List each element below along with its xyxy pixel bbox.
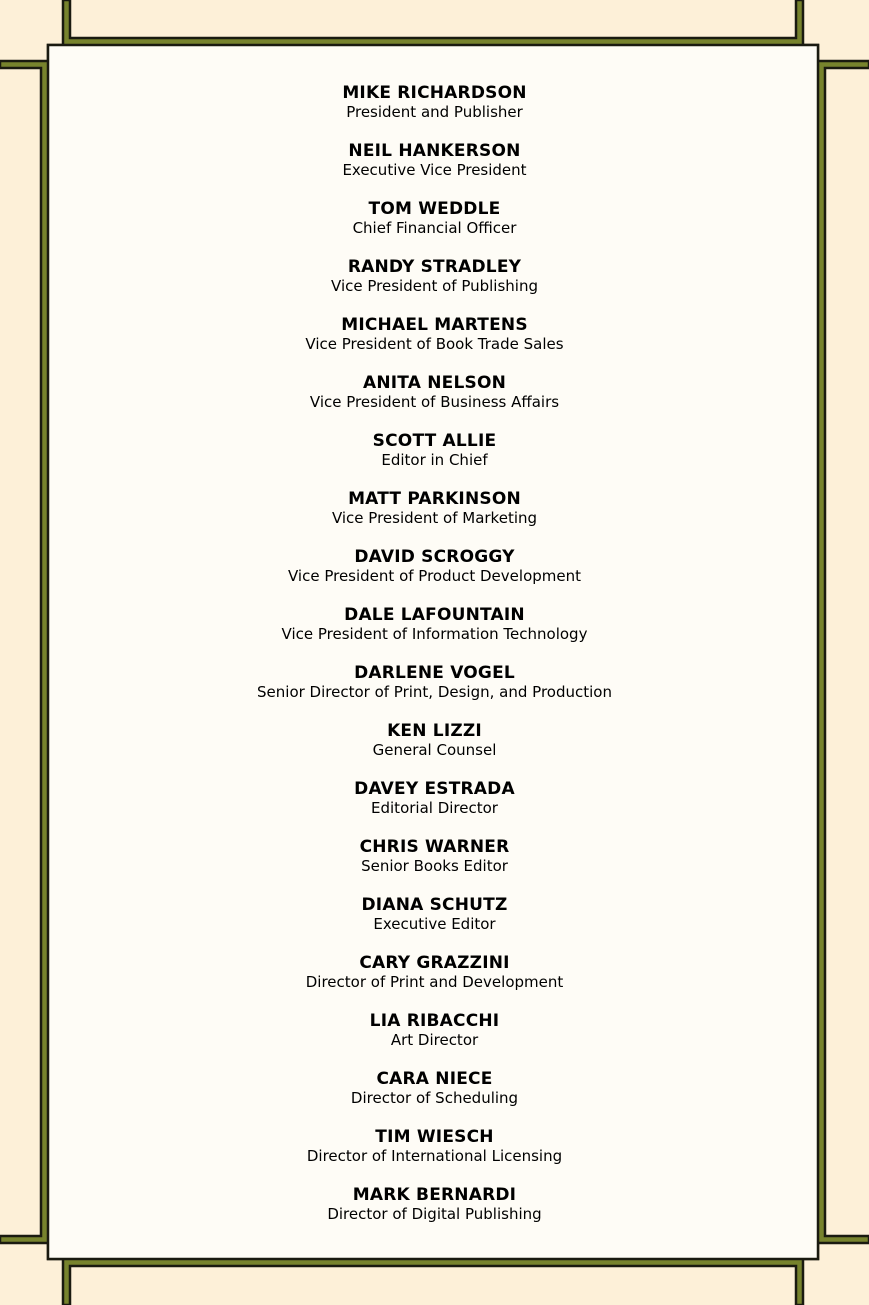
staff-name: SCOTT ALLIE [372, 431, 497, 451]
staff-title: Chief Financial Officer [352, 219, 517, 237]
staff-credit [48, 315, 821, 373]
staff-title: Vice President of Product Development [287, 567, 581, 585]
staff-title: Vice President of Book Trade Sales [305, 335, 564, 353]
staff-title: Vice President of Information Technology [281, 625, 588, 643]
staff-name: MARK BERNARDI [352, 1185, 517, 1205]
staff-credit [48, 257, 821, 315]
staff-name: ANITA NELSON [362, 373, 507, 393]
staff-name: NEIL HANKERSON [348, 141, 521, 161]
staff-title: President and Publisher [346, 103, 523, 121]
staff-credit [48, 1011, 821, 1069]
staff-title: Director of Scheduling [350, 1089, 519, 1107]
staff-credit [48, 1069, 821, 1127]
staff-credit [48, 1127, 821, 1185]
staff-title: Executive Vice President [342, 161, 527, 179]
staff-title: Art Director [390, 1031, 479, 1049]
staff-name: CHRIS WARNER [359, 837, 510, 857]
staff-name: MATT PARKINSON [348, 489, 521, 509]
staff-title: General Counsel [372, 741, 497, 759]
staff-credit [48, 663, 821, 721]
staff-name: DALE LAFOUNTAIN [344, 605, 525, 625]
staff-credit [48, 489, 821, 547]
staff-title: Editorial Director [371, 799, 498, 817]
staff-name: RANDY STRADLEY [347, 257, 522, 277]
staff-title: Vice President of Publishing [331, 277, 538, 295]
staff-credit [48, 605, 821, 663]
staff-credit [48, 83, 821, 141]
staff-name: DAVEY ESTRADA [354, 779, 515, 799]
staff-title: Executive Editor [373, 915, 496, 933]
staff-credit [48, 837, 821, 895]
staff-credit [48, 373, 821, 431]
staff-name: MICHAEL MARTENS [341, 315, 528, 335]
staff-name: DAVID SCROGGY [354, 547, 515, 567]
staff-credit [48, 141, 821, 199]
staff-title: Vice President of Marketing [331, 509, 538, 527]
staff-credit [48, 431, 821, 489]
staff-name: KEN LIZZI [387, 721, 482, 741]
staff-credit [48, 779, 821, 837]
staff-title: Senior Director of Print, Design, and Production [257, 683, 612, 701]
staff-credit [48, 547, 821, 605]
staff-name: DARLENE VOGEL [354, 663, 515, 683]
staff-name: TIM WIESCH [375, 1127, 494, 1147]
staff-title: Editor in Chief [381, 451, 488, 469]
staff-name: DIANA SCHUTZ [361, 895, 508, 915]
staff-name: CARA NIECE [376, 1069, 493, 1089]
staff-credit [48, 1185, 821, 1243]
staff-credit [48, 895, 821, 953]
staff-credit [48, 953, 821, 1011]
staff-credit [48, 721, 821, 779]
staff-title: Director of International Licensing [306, 1147, 563, 1165]
staff-title: Director of Digital Publishing [327, 1205, 542, 1223]
staff-credit [48, 199, 821, 257]
staff-title: Director of Print and Development [305, 973, 564, 991]
staff-name: TOM WEDDLE [368, 199, 501, 219]
staff-credits-list [48, 83, 821, 1243]
staff-name: CARY GRAZZINI [359, 953, 510, 973]
staff-title: Senior Books Editor [361, 857, 508, 875]
staff-title: Vice President of Business Affairs [309, 393, 560, 411]
staff-name: MIKE RICHARDSON [342, 83, 527, 103]
staff-name: LIA RIBACCHI [369, 1011, 500, 1031]
